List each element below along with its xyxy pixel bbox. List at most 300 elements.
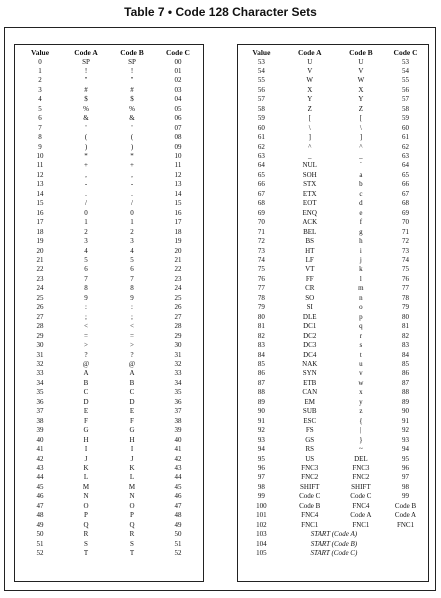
code-a-cell: @	[82, 360, 90, 368]
code-a-cell: P	[84, 511, 88, 520]
code-b-cell: SHIFT	[351, 482, 371, 491]
code-a-cell: J	[84, 454, 88, 463]
code-a-cell: ;	[85, 312, 87, 321]
value-cell: 59	[257, 114, 265, 123]
table-row	[240, 332, 426, 341]
code-c-cell: 31	[174, 350, 182, 359]
code-a-cell: -	[84, 180, 88, 189]
value-cell: 103	[256, 530, 267, 539]
value-cell: 66	[257, 180, 265, 189]
code-b-cell: $	[130, 95, 134, 104]
code-b-cell: ;	[131, 312, 133, 321]
code-b-cell: <	[130, 322, 134, 331]
value-cell: 62	[257, 142, 265, 151]
code-b-cell: \	[359, 123, 362, 132]
code-c-cell: 06	[174, 114, 182, 123]
value-cell: 97	[257, 473, 265, 482]
code-a-cell: VT	[305, 265, 315, 274]
code-b-cell: "	[130, 76, 134, 85]
code-b-cell: x	[359, 388, 363, 397]
code-c-cell: 86	[402, 369, 410, 378]
value-cell: 37	[36, 407, 44, 416]
code-a-cell: A	[83, 369, 89, 378]
code-a-cell: STX	[303, 180, 317, 189]
code-b-cell: E	[129, 407, 135, 416]
code-b-cell: Code A	[350, 511, 372, 520]
code-b-cell: ]	[359, 133, 363, 142]
code-b-cell: &	[129, 114, 135, 123]
code-b-cell: `	[359, 161, 363, 170]
code-c-cell: 07	[174, 123, 182, 132]
code-c-cell: 81	[402, 322, 410, 331]
code-c-cell: 70	[402, 218, 410, 227]
code-c-cell: 97	[402, 473, 410, 482]
code-a-cell: S	[84, 539, 88, 548]
code-b-cell: N	[129, 492, 135, 501]
value-cell: 96	[257, 463, 265, 472]
code-c-cell: 84	[402, 350, 410, 359]
code-b-cell: )	[130, 142, 134, 151]
value-cell: 58	[257, 104, 265, 113]
table-row	[17, 322, 201, 331]
code-a-cell: U	[307, 57, 313, 66]
value-cell: 57	[257, 95, 265, 104]
code-c-cell: 80	[402, 312, 410, 321]
value-cell: 88	[257, 388, 265, 397]
table-row	[240, 133, 426, 142]
table-row	[17, 464, 201, 473]
value-cell: 24	[36, 284, 44, 293]
code-b-cell: j	[359, 256, 362, 265]
code-a-cell: #	[84, 85, 88, 94]
code-a-cell: M	[82, 482, 90, 491]
code-b-cell: r	[359, 331, 363, 340]
code-c-cell: 38	[174, 416, 182, 425]
table-row	[17, 95, 201, 104]
value-cell: 41	[36, 445, 44, 454]
code-c-cell: 57	[402, 95, 410, 104]
value-cell: 43	[36, 463, 44, 472]
table-frame	[4, 27, 436, 591]
code-b-cell: Code C	[350, 492, 372, 501]
code-c-cell: 47	[174, 501, 182, 510]
value-cell: 94	[257, 445, 265, 454]
value-cell: 74	[257, 256, 265, 265]
code-a-cell: SI	[306, 303, 313, 312]
code-a-cell: +	[84, 161, 88, 170]
value-cell: 9	[38, 142, 42, 151]
code-a-cell: L	[83, 473, 89, 482]
value-cell: 91	[257, 416, 265, 425]
code-c-cell: 25	[174, 293, 182, 302]
code-c-cell: 52	[174, 549, 182, 558]
table-row	[17, 417, 201, 426]
code-c-cell: 71	[402, 227, 410, 236]
code-c-cell: 39	[174, 426, 182, 435]
value-cell: 11	[36, 161, 44, 170]
code-a-cell: DC2	[303, 331, 317, 340]
table-row	[17, 313, 201, 322]
code-b-cell: D	[129, 397, 135, 406]
code-a-cell: O	[83, 501, 89, 510]
code-a-cell: Code C	[299, 492, 321, 501]
value-cell: 47	[36, 501, 44, 510]
table-row	[17, 426, 201, 435]
table-row	[17, 332, 201, 341]
code-a-cell: E	[83, 407, 89, 416]
code-b-cell: m	[358, 284, 364, 293]
value-cell: 32	[36, 360, 44, 368]
left-panel	[14, 44, 204, 582]
table-row	[17, 218, 201, 227]
code-c-cell: 51	[174, 539, 182, 548]
table-row	[240, 351, 426, 360]
code-c-cell: 54	[402, 66, 410, 75]
value-cell: 92	[257, 426, 265, 435]
code-c-cell: 58	[402, 104, 410, 113]
value-cell: 31	[36, 350, 44, 359]
table-row	[17, 436, 201, 445]
code-c-cell: 90	[402, 407, 410, 416]
table-row	[17, 237, 201, 246]
value-cell: 60	[257, 123, 265, 132]
value-cell: 61	[257, 133, 265, 142]
code-b-cell: w	[358, 378, 364, 387]
code-a-cell: NAK	[302, 360, 318, 368]
table-row	[240, 426, 426, 435]
table-row	[240, 143, 426, 152]
table-row	[17, 143, 201, 152]
code-a-cell: SO	[305, 293, 315, 302]
value-cell: 76	[257, 274, 265, 283]
code-a-cell: US	[305, 454, 315, 463]
code-a-cell: GS	[305, 435, 315, 444]
code-a-cell: Code B	[299, 501, 321, 510]
right-panel	[237, 44, 429, 582]
value-cell: 85	[257, 360, 265, 368]
code-a-cell: ETX	[302, 189, 317, 198]
value-cell: 33	[36, 369, 44, 378]
code-a-cell: BEL	[303, 227, 317, 236]
code-c-cell: 66	[402, 180, 410, 189]
header-code-c: Code C	[166, 48, 190, 57]
value-cell: 68	[257, 199, 265, 208]
table-row	[240, 388, 426, 397]
code-c-cell: 36	[174, 397, 182, 406]
code-a-cell: FNC4	[301, 511, 319, 520]
header-value: Value	[252, 48, 271, 57]
value-cell: 95	[257, 454, 265, 463]
code-a-cell: R	[83, 530, 89, 539]
table-row	[17, 161, 201, 170]
code-a-cell: (	[84, 133, 88, 142]
table-row	[17, 133, 201, 142]
code-c-cell: 60	[402, 123, 410, 132]
code-c-cell: 24	[174, 284, 182, 293]
code-a-cell: DLE	[302, 312, 317, 321]
value-cell: 5	[38, 104, 42, 113]
table-row	[17, 407, 201, 416]
value-cell: 80	[257, 312, 265, 321]
code-c-cell: 13	[174, 180, 182, 189]
code-b-cell: d	[359, 199, 363, 208]
code-c-cell: 77	[402, 284, 410, 293]
code-a-cell: DC4	[303, 350, 317, 359]
code-c-cell: 83	[402, 341, 410, 350]
header-code-b: Code B	[120, 48, 144, 57]
header-code-c: Code C	[393, 48, 418, 57]
code-a-cell: %	[83, 104, 89, 113]
value-cell: 44	[36, 473, 44, 482]
code-c-cell: 21	[174, 256, 182, 265]
table-row	[17, 152, 201, 161]
code-a-cell: FNC3	[301, 463, 319, 472]
code-a-cell: G	[83, 426, 89, 435]
code-a-cell: '	[85, 123, 87, 132]
code-c-cell: 18	[174, 227, 182, 236]
code-b-cell: C	[129, 388, 135, 397]
table-row	[240, 407, 426, 416]
code-a-cell: FF	[305, 274, 314, 283]
code-b-cell: 2	[130, 227, 134, 236]
code-b-cell: /	[131, 199, 133, 208]
code-b-cell: J	[130, 454, 134, 463]
code-a-cell: ENQ	[302, 208, 317, 217]
code-b-cell: Y	[358, 95, 364, 104]
code-b-cell: ?	[130, 350, 134, 359]
value-cell: 81	[257, 322, 265, 331]
code-c-cell: 96	[402, 463, 410, 472]
code-b-cell: P	[130, 511, 134, 520]
table-row	[17, 303, 201, 312]
code-b-cell: U	[358, 57, 364, 66]
table-row	[17, 114, 201, 123]
code-a-cell: Q	[83, 520, 89, 529]
code-b-cell: K	[129, 463, 135, 472]
value-cell: 54	[257, 66, 265, 75]
code-b-cell: t	[359, 350, 362, 359]
code-b-cell: g	[359, 227, 363, 236]
table-row	[240, 445, 426, 454]
value-cell: 64	[257, 161, 265, 170]
table-title: Table 7 • Code 128 Character Sets	[124, 5, 317, 19]
code-c-cell: 14	[174, 189, 182, 198]
code-c-cell: Code A	[394, 511, 417, 520]
table-row	[240, 275, 426, 284]
value-cell: 23	[36, 274, 44, 283]
table-row	[240, 521, 426, 530]
table-row	[17, 445, 201, 454]
code-a-cell: CAN	[302, 388, 318, 397]
code-c-cell: 68	[402, 199, 410, 208]
code-b-cell: h	[359, 237, 363, 246]
value-cell: 27	[36, 312, 44, 321]
table-row	[240, 341, 426, 350]
code-b-cell: e	[359, 208, 363, 217]
table-row	[17, 199, 201, 208]
value-cell: 14	[36, 189, 44, 198]
header-code-a: Code A	[74, 48, 98, 57]
code-c-cell: 62	[402, 142, 410, 151]
code-a-cell: 2	[84, 227, 88, 236]
code-b-cell: FNC1	[352, 520, 370, 529]
code-b-cell: A	[129, 369, 135, 378]
code-b-cell: 5	[130, 256, 134, 265]
code-c-cell: 11	[174, 161, 182, 170]
value-cell: 13	[36, 180, 44, 189]
code-a-cell: SP	[82, 57, 90, 66]
table-row	[17, 124, 201, 133]
code-c-cell: 61	[402, 133, 410, 142]
table-row	[240, 360, 426, 369]
code-c-cell: 63	[402, 152, 410, 161]
code-a-cell: LF	[305, 256, 314, 265]
code-a-cell: SUB	[302, 407, 317, 416]
code-c-cell: 17	[174, 218, 182, 227]
code-c-cell: 92	[402, 426, 410, 435]
value-cell: 102	[256, 520, 267, 529]
code-a-cell: B	[83, 378, 89, 387]
table-row	[240, 256, 426, 265]
table-row	[240, 237, 426, 246]
table-row	[240, 171, 426, 180]
code-b-cell: B	[129, 378, 135, 387]
code-b-cell: 6	[130, 265, 134, 274]
start-row	[240, 540, 426, 549]
table-row	[240, 86, 426, 95]
table-row	[17, 294, 201, 303]
table-row	[17, 369, 201, 378]
code-b-cell: 9	[130, 293, 134, 302]
code-b-cell: y	[359, 397, 363, 406]
code-c-cell: 85	[402, 360, 410, 368]
code-a-cell: 4	[84, 246, 88, 255]
code-b-cell: L	[129, 473, 135, 482]
table-row	[17, 530, 201, 539]
code-a-cell: SHIFT	[300, 482, 320, 491]
value-cell: 29	[36, 331, 44, 340]
value-cell: 99	[257, 492, 265, 501]
code-a-cell: "	[84, 76, 88, 85]
code-c-cell: 95	[402, 454, 410, 463]
code-c-cell: 41	[174, 445, 182, 454]
value-cell: 0	[38, 57, 42, 66]
code-a-cell: 7	[84, 274, 88, 283]
code-c-cell: 29	[174, 331, 182, 340]
table-row	[240, 483, 426, 492]
value-cell: 34	[36, 378, 44, 387]
table-row	[17, 360, 201, 369]
value-cell: 4	[38, 95, 42, 104]
table-row	[240, 228, 426, 237]
code-a-cell: EM	[304, 397, 315, 406]
value-cell: 67	[257, 189, 265, 198]
table-row	[17, 492, 201, 501]
code-b-cell: z	[359, 407, 363, 416]
code-c-cell: 43	[174, 463, 182, 472]
code-c-cell: 78	[402, 293, 410, 302]
code-b-cell: '	[131, 123, 133, 132]
code-b-cell: #	[130, 85, 134, 94]
table-row	[240, 67, 426, 76]
value-cell: 48	[36, 511, 44, 520]
value-cell: 8	[38, 133, 42, 142]
code-c-cell: 89	[402, 397, 410, 406]
code-b-cell: FNC4	[352, 501, 370, 510]
code-a-cell: Y	[307, 95, 313, 104]
code-b-cell: :	[131, 303, 133, 312]
value-cell: 101	[256, 511, 267, 520]
value-cell: 40	[36, 435, 44, 444]
code-b-cell: v	[359, 369, 363, 378]
table-row	[17, 502, 201, 511]
table-row	[17, 455, 201, 464]
code-c-cell: 19	[174, 237, 182, 246]
code-a-cell: :	[85, 303, 87, 312]
value-cell: 70	[257, 218, 265, 227]
value-cell: 1	[38, 66, 42, 75]
code-a-cell: K	[83, 463, 89, 472]
table-row	[240, 284, 426, 293]
code-c-cell: 05	[174, 104, 182, 113]
code-b-cell: .	[131, 189, 133, 198]
code-c-cell: 65	[402, 170, 410, 179]
table-row	[240, 303, 426, 312]
code-b-cell: O	[129, 501, 135, 510]
value-cell: 17	[36, 218, 44, 227]
table-row	[17, 76, 201, 85]
right-body	[240, 58, 426, 559]
code-a-cell: /	[85, 199, 87, 208]
table-row	[17, 540, 201, 549]
table-row	[17, 256, 201, 265]
start-code-cell: START (Code A)	[310, 530, 358, 539]
value-cell: 19	[36, 237, 44, 246]
code-c-cell: 59	[402, 114, 410, 123]
value-cell: 55	[257, 76, 265, 85]
code-b-cell: o	[359, 303, 363, 312]
value-cell: 22	[36, 265, 44, 274]
code-b-cell: !	[130, 66, 134, 75]
value-cell: 84	[257, 350, 265, 359]
table-row	[240, 180, 426, 189]
value-cell: 30	[36, 341, 44, 350]
start-code-cell: START (Code C)	[310, 549, 358, 558]
code-c-cell: 49	[174, 520, 182, 529]
value-cell: 20	[36, 246, 44, 255]
value-cell: 38	[36, 416, 44, 425]
code-c-cell: 37	[174, 407, 182, 416]
table-row	[240, 95, 426, 104]
value-cell: 39	[36, 426, 44, 435]
table-row	[17, 171, 201, 180]
code-b-cell: Z	[358, 104, 364, 113]
code-b-cell: s	[359, 341, 363, 350]
table-row	[240, 379, 426, 388]
code-c-cell: 15	[174, 199, 182, 208]
code-c-cell: 04	[174, 95, 182, 104]
code-b-cell: FNC3	[352, 463, 370, 472]
code-b-cell: 1	[130, 218, 134, 227]
code-b-cell: >	[130, 341, 134, 350]
code-a-cell: DC1	[303, 322, 317, 331]
code-c-cell: 91	[402, 416, 410, 425]
code-a-cell: X	[307, 85, 313, 94]
code-c-cell: 98	[402, 482, 410, 491]
value-cell: 82	[257, 331, 265, 340]
code-c-cell: 99	[402, 492, 410, 501]
table-row	[17, 511, 201, 520]
